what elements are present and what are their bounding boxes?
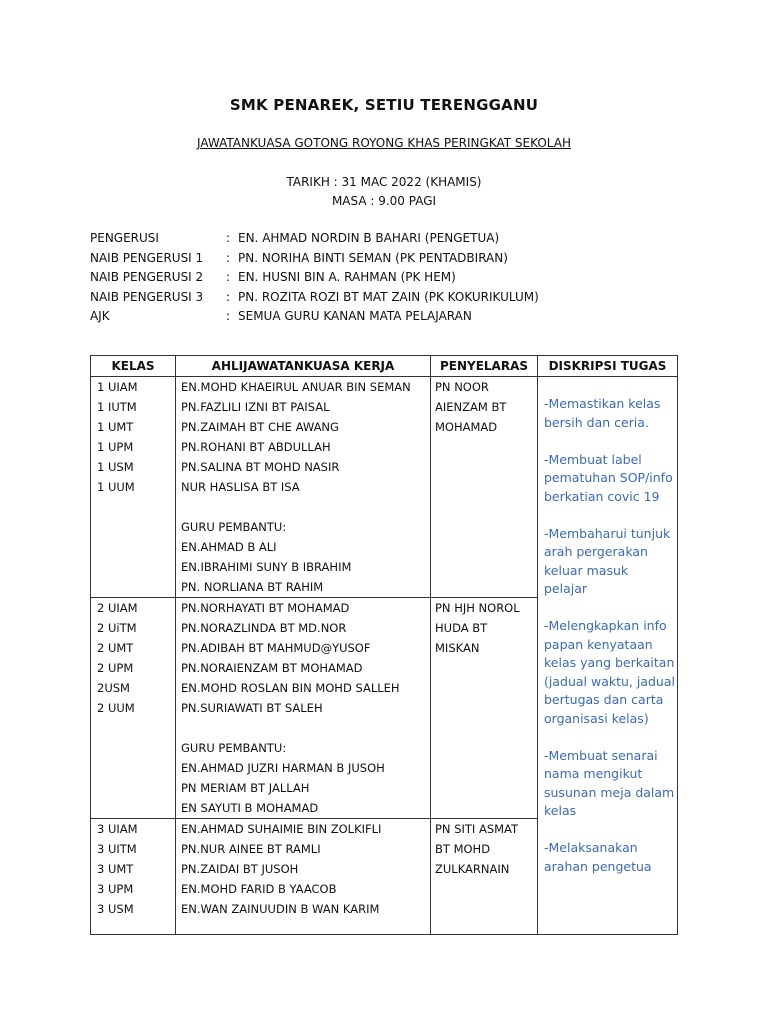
officer-separator: :: [226, 231, 231, 245]
class-name: 2 UIAM: [97, 601, 138, 615]
task-list: [538, 377, 677, 876]
member-name: PN.ADIBAH BT MAHMUD@YUSOF: [181, 641, 371, 655]
event-time: MASA : 9.00 PAGI: [331, 194, 437, 208]
members-cell: [176, 377, 431, 598]
member-name: NUR HASLISA BT ISA: [181, 480, 300, 494]
coordinator-line: BT MOHD: [435, 842, 491, 856]
member-name: EN SAYUTI B MOHAMAD: [181, 801, 319, 815]
officers-list: [90, 229, 539, 327]
officer-name: PN. NORIHA BINTI SEMAN (PK PENTADBIRAN): [238, 250, 508, 265]
officer-separator: :: [226, 289, 231, 304]
class-name: 1 UPM: [97, 440, 134, 454]
class-name: 1 USM: [97, 460, 134, 474]
officer-role: NAIB PENGERUSI 1: [90, 250, 204, 265]
member-name: PN.NORHAYATI BT MOHAMAD: [181, 601, 350, 615]
member-name: EN.WAN ZAINUUDIN B WAN KARIM: [181, 902, 380, 916]
officer-role: PENGERUSI: [90, 231, 159, 245]
members-cell: [176, 819, 431, 935]
class-name: 3 UITM: [97, 842, 137, 856]
members-cell: [176, 598, 431, 819]
member-name: PN.NUR AINEE BT RAMLI: [181, 842, 321, 856]
member-name: EN.MOHD FARID B YAACOB: [181, 882, 337, 896]
task-item: -Melaksanakan arahan pengetua: [544, 840, 652, 874]
class-name: 2 UUM: [97, 701, 135, 715]
class-name: 2 UPM: [97, 661, 134, 675]
member-name: PN.SALINA BT MOHD NASIR: [181, 460, 340, 474]
kelas-cell: [91, 598, 176, 819]
class-name: 3 UIAM: [97, 822, 138, 836]
officer-role: NAIB PENGERUSI 3: [90, 289, 204, 304]
class-name: 2 UMT: [97, 641, 134, 655]
member-name: PN.ROHANI BT ABDULLAH: [181, 440, 331, 454]
coordinator-line: MOHAMAD: [435, 420, 498, 434]
class-name: 3 UPM: [97, 882, 134, 896]
coordinator-line: PN HJH NOROL: [435, 601, 520, 615]
member-name: PN.SURIAWATI BT SALEH: [181, 701, 323, 715]
officer-row: [90, 249, 539, 269]
class-name: 3 UMT: [97, 862, 134, 876]
coordinator-line: MISKAN: [435, 641, 480, 655]
task-item: -Membuat label pematuhan SOP/info berkatian covic 19: [544, 451, 673, 504]
coordinator-line: PN SITI ASMAT: [435, 822, 519, 836]
task-item: -Memastikan kelas bersih dan ceria.: [544, 396, 661, 430]
class-name: 2 UiTM: [97, 621, 137, 635]
officer-name: PN. ROZITA ROZI BT MAT ZAIN (PK KOKURIKULUM): [238, 289, 539, 304]
task-item: -Melengkapkan info papan kenyataan kelas yang berkaitan (jadual waktu, jadual bertugas dan carta organisasi kelas): [544, 618, 675, 726]
member-name: [176, 497, 430, 517]
duty-table: [90, 355, 678, 935]
member-name: EN.AHMAD JUZRI HARMAN B JUSOH: [181, 761, 385, 775]
officer-name: EN. HUSNI BIN A. RAHMAN (PK HEM): [238, 270, 456, 284]
header-penyelaras: PENYELARAS: [431, 356, 538, 377]
officer-separator: :: [226, 250, 231, 265]
class-name: 2USM: [97, 681, 130, 695]
event-date: TARIKH : 31 MAC 2022 (KHAMIS): [286, 175, 482, 189]
task-item: -Membaharui tunjuk arah pergerakan keluar masuk pelajar: [544, 525, 671, 596]
school-title: SMK PENAREK, SETIU TERENGGANU: [229, 96, 539, 114]
member-name: EN.AHMAD B ALI: [181, 540, 277, 554]
assistant-heading: GURU PEMBANTU:: [181, 741, 287, 755]
coordinator-line: ZULKARNAIN: [435, 862, 510, 876]
header-ahlijawatankuasa: AHLIJAWATANKUASA KERJA: [176, 356, 431, 377]
coordinator-cell: [431, 598, 538, 819]
officer-name: SEMUA GURU KANAN MATA PELAJARAN: [238, 309, 472, 323]
member-name: PN MERIAM BT JALLAH: [181, 781, 310, 795]
class-name: 3 USM: [97, 902, 134, 916]
class-name: 1 UIAM: [97, 380, 138, 394]
officer-row: [90, 229, 539, 249]
member-name: PN.NORAIENZAM BT MOHAMAD: [181, 661, 363, 675]
table-header-row: [91, 356, 678, 377]
officer-role: NAIB PENGERUSI 2: [90, 270, 204, 284]
officer-role: AJK: [90, 309, 110, 323]
committee-title: JAWATANKUASA GOTONG ROYONG KHAS PERINGKAT SEKOLAH: [197, 136, 571, 150]
tasks-cell: [538, 377, 678, 935]
officer-separator: :: [226, 309, 231, 323]
officer-separator: :: [226, 270, 231, 284]
coordinator-line: AIENZAM BT: [435, 400, 507, 414]
assistant-heading: GURU PEMBANTU:: [181, 520, 287, 534]
member-name: EN.MOHD ROSLAN BIN MOHD SALLEH: [181, 681, 400, 695]
member-name: PN.ZAIMAH BT CHE AWANG: [181, 420, 339, 434]
task-item: -Membuat senarai nama mengikut susunan meja dalam kelas: [544, 747, 675, 818]
table-row: [91, 377, 678, 598]
officer-row: [90, 268, 539, 288]
header-diskripsi: DISKRIPSI TUGAS: [538, 356, 678, 377]
member-name: EN.MOHD KHAEIRUL ANUAR BIN SEMAN: [181, 380, 411, 394]
member-name: PN.ZAIDAI BT JUSOH: [181, 862, 299, 876]
kelas-cell: [91, 819, 176, 935]
coordinator-cell: [431, 377, 538, 598]
officer-row: [90, 307, 539, 327]
coordinator-cell: [431, 819, 538, 935]
class-name: 1 IUTM: [97, 400, 137, 414]
class-name: 1 UMT: [97, 420, 134, 434]
member-name: EN.IBRAHIMI SUNY B IBRAHIM: [181, 560, 352, 574]
member-name: PN.FAZLILI IZNI BT PAISAL: [181, 400, 330, 414]
kelas-cell: [91, 377, 176, 598]
member-name: PN. NORLIANA BT RAHIM: [181, 580, 324, 594]
member-name: EN.AHMAD SUHAIMIE BIN ZOLKIFLI: [181, 822, 382, 836]
member-name: [176, 718, 430, 738]
coordinator-line: HUDA BT: [435, 621, 488, 635]
officer-name: EN. AHMAD NORDIN B BAHARI (PENGETUA): [238, 231, 500, 245]
coordinator-line: PN NOOR: [435, 380, 489, 394]
class-name: 1 UUM: [97, 480, 135, 494]
member-name: PN.NORAZLINDA BT MD.NOR: [181, 621, 347, 635]
officer-row: [90, 288, 539, 308]
header-kelas: KELAS: [91, 356, 176, 377]
